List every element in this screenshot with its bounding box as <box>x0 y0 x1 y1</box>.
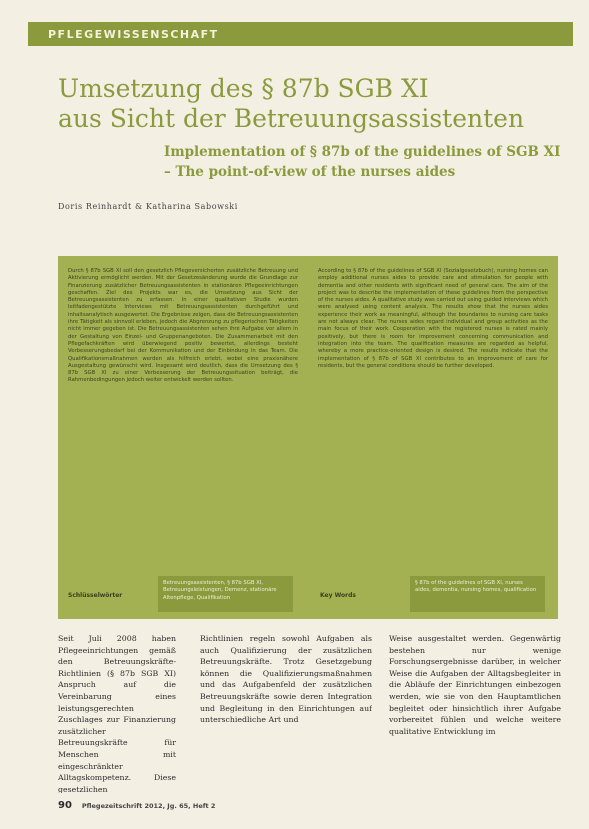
keywords-label-german: Schlüsselwörter <box>68 592 123 599</box>
abstract-english: According to § 87b of the guidelines of SGB XI (Sozialgesetzbuch), nursing homes can employ additional nurses aides to provide care and stimulation for people with dementia and other residents with significant need of general care. The aim of the project was to describe the implementation of these guidelines from the perspective of the nurses aides. A qualitative study was carried out using guided interviews which were analysed using content analysis. The results show that the nurses aides experience their work as meaningful, although the boundaries to nursing care tasks are not always clear. The nurses aides regard individual and group activities as the main focus of their work. Cooperation with the registered nurses is rated mainly positively, but there is room for improvement concerning communication and integration into the team. The qualification measures are regarded as helpful, whereby a more practice-oriented design is desired. The results indicate that the implementation of § 87b of SGB XI contributes to an improvement of care for residents, but the general conditions should be further developed. <box>318 268 548 369</box>
body-column-2: Richtlinien regeln sowohl Aufgaben als auch Qualifizierung der zusätzlichen Betreuungskräfte. Trotz Gesetzgebung können die Qualifizierungsmaßnahmen und das Aufgabenfeld der zusätzlichen Betreuungskräfte sowie deren Integration und Begleitung in den Einrichtungen auf unterschiedliche Art und <box>200 634 372 725</box>
section-label: PFLEGEWISSENSCHAFT <box>48 27 219 41</box>
journal-reference: Pflegezeitschrift 2012, Jg. 65, Heft 2 <box>81 802 216 810</box>
page-number: 90 <box>58 800 72 811</box>
article-title-line-2: aus Sicht der Betreuungsassistenten <box>58 104 525 133</box>
body-column-3: Weise ausgestaltet werden. Gegenwärtig bestehen nur wenige Forschungsergebnisse darüber, in welcher Weise die Aufgaben der Alltagsbegleiter in die Abläufe der Einrichtungen einbezogen werden, wie sie von den Hauptamtlichen begleitet oder hinsichtlich ihrer Aufgabe vorbereitet fühlen und welche weitere qualitative Entwicklung im <box>389 634 561 736</box>
english-title-line-1: Implementation of § 87b of the guidelines of SGB XI <box>164 144 561 160</box>
section-header-band <box>28 22 573 46</box>
english-title <box>164 142 564 182</box>
keywords-german: Betreuungsassistenten, § 87b SGB XI, Betreuungsleistungen, Demenz, stationäre Altenpflege, Qualifikation <box>158 576 293 612</box>
article-title-line-1: Umsetzung des § 87b SGB XI <box>58 74 429 103</box>
page-footer <box>58 800 458 811</box>
keywords-label-english: Key Words <box>320 592 356 599</box>
english-title-line-2: – The point-of-view of the nurses aides <box>164 164 456 180</box>
article-title <box>58 74 558 134</box>
keywords-english: § 87b of the guidelines of SGB XI, nurses aides, dementia, nursing homes, qualification <box>410 576 545 612</box>
abstract-box <box>58 256 558 619</box>
body-column-1: Seit Juli 2008 haben Pflegeeinrichtungen gemäß den Betreuungskräfte-Richtlinien (§ 87b SGB XI) Anspruch auf die Vereinbarung eines leistungsgerechten Zuschlages zur Finanzierung zusätzlicher Betreuungskräfte für Menschen mit eingeschränkter Alltagskompetenz. Diese gesetzlichen <box>58 634 176 793</box>
article-authors: Doris Reinhardt & Katharina Sabowski <box>58 202 238 211</box>
abstract-german: Durch § 87b SGB XI soll den gesetzlich Pflegeversicherten zusätzliche Betreuung und Aktivierung ermöglicht werden. Mit der Gesetzesänderung wurde die Grundlage zur Finanzierung zusätzlicher Betreuungsassistenten in stationären Pflegeeinrichtungen geschaffen. Ziel des Projekts war es, die Umsetzung aus Sicht der Betreuungsassistenten zu erfassen. In einer qualitativen Studie wurden leitfadengestützte Interviews mit Betreuungsassistenten durchgeführt und inhaltsanalytisch ausgewertet. Die Ergebnisse zeigen, dass die Betreuungsassistenten ihre Tätigkeit als sinnvoll erleben, jedoch die Abgrenzung zu pflegerischen Tätigkeiten nicht immer gegeben ist. Die Betreuungsassistenten sehen ihre Aufgabe vor allem in der Gestaltung von Einzel- und Gruppenangeboten. Die Zusammenarbeit mit den Pflegefachkräften wird überwiegend positiv bewertet, allerdings besteht Verbesserungsbedarf bei der Kommunikation und der Einbindung in das Team. Die Qualifikationsmaßnahmen werden als hilfreich erlebt, wobei eine praxisnähere Ausgestaltung gewünscht wird. Insgesamt wird deutlich, dass die Umsetzung des § 87b SGB XI zu einer Verbesserung der Betreuungssituation beiträgt, die Rahmenbedingungen jedoch weiter entwickelt werden sollten. <box>68 268 298 384</box>
